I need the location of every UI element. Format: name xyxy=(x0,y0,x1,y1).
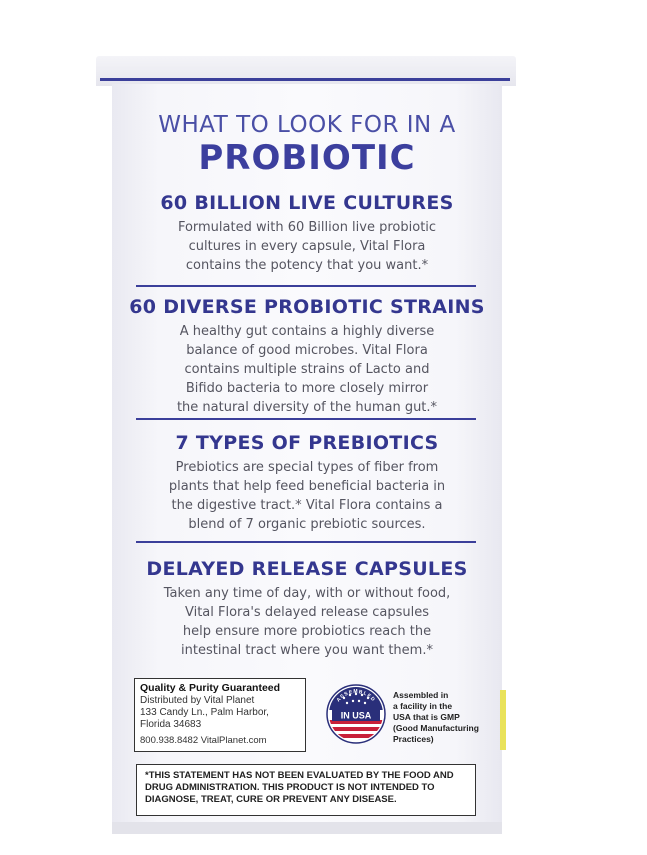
section-title-strains: 60 DIVERSE PROBIOTIC STRAINS xyxy=(129,296,485,318)
section-body-capsules: Taken any time of day, with or without food, Vital Flora's delayed release capsules help ensure more probiotics reach the intestinal tract where you want them.* xyxy=(163,586,451,658)
quality-title: Quality & Purity Guaranteed xyxy=(140,682,281,694)
quality-contact: 800.938.8482 VitalPlanet.com xyxy=(140,735,267,746)
section-divider xyxy=(136,285,476,287)
seal-text: IN USA xyxy=(340,710,372,721)
seal-arc-text: ASSEMBLED xyxy=(335,689,377,704)
quality-distributor: Distributed by Vital Planet xyxy=(140,695,255,706)
section-body-cultures: Formulated with 60 Billion live probiotic cultures in every capsule, Vital Flora contains the potency that you want.* xyxy=(177,220,437,273)
section-divider xyxy=(136,418,476,420)
heading-small: WHAT TO LOOK FOR IN A xyxy=(158,112,456,138)
quality-address-line2: Florida 34683 xyxy=(140,719,202,730)
fda-disclaimer: *THIS STATEMENT HAS NOT BEEN EVALUATED BY THE FOOD AND DRUG ADMINISTRATION. THIS PRODUCT IS NOT INTENDED TO DIAGNOSE, TREAT, CURE OR PREVENT ANY DISEASE. xyxy=(136,764,476,816)
heading-big: PROBIOTIC xyxy=(198,138,416,178)
assembled-statement: Assembled in a facility in the USA that is GMP (Good Manufacturing Practices) xyxy=(393,690,479,744)
box-top-stripe xyxy=(100,78,510,81)
box-top-flap xyxy=(96,56,516,86)
section-body-prebiotics: Prebiotics are special types of fiber from plants that help feed beneficial bacteria in the digestive tract.* Vital Flora contains a blend of 7 organic prebiotic sources. xyxy=(168,460,446,532)
box-bottom-edge xyxy=(112,822,502,834)
assembled-in-usa-seal-icon xyxy=(326,684,386,744)
section-divider xyxy=(136,541,476,543)
section-title-cultures: 60 BILLION LIVE CULTURES xyxy=(160,192,454,214)
quality-box xyxy=(134,678,306,752)
section-title-capsules: DELAYED RELEASE CAPSULES xyxy=(146,558,468,580)
box-spine-accent xyxy=(500,690,506,750)
section-body-strains: A healthy gut contains a highly diverse balance of good microbes. Vital Flora contains multiple strains of Lacto and Bifido bacteria to more closely mirror the natural diversity of the human gut.* xyxy=(176,324,438,415)
section-title-prebiotics: 7 TYPES OF PREBIOTICS xyxy=(175,432,439,454)
quality-address-line1: 133 Candy Ln., Palm Harbor, xyxy=(140,707,269,718)
